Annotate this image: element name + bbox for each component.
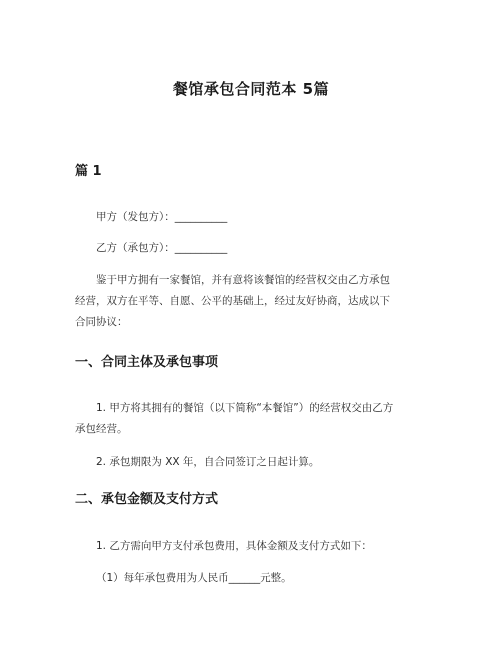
party-b-line: 乙方（承包方）：__________ (96, 242, 228, 254)
section-1-item-2: 2. 承包期限为 XX 年，自合同签订之日起计算。 (96, 456, 320, 468)
preamble-line-1: 鉴于甲方拥有一家餐馆，并有意将该餐馆的经营权交由乙方承包 (96, 274, 390, 286)
preamble-line-2: 经营，双方在平等、自愿、公平的基础上，经过友好协商，达成以下 (75, 295, 390, 307)
section-2-heading: 二、承包金额及支付方式 (75, 492, 219, 507)
section-2-item-1-sub-1: （1）每年承包费用为人民币______元整。 (96, 572, 292, 584)
document-title: 餐馆承包合同范本 5篇 (172, 80, 330, 98)
section-1-item-1-line-2: 承包经营。 (75, 423, 128, 435)
part-heading: 篇 1 (75, 164, 102, 179)
section-1-item-1-line-1: 1. 甲方将其拥有的餐馆（以下简称“本餐馆”）的经营权交由乙方 (96, 402, 394, 414)
party-a-line: 甲方（发包方）：__________ (96, 211, 228, 223)
preamble-line-3: 合同协议： (75, 316, 128, 328)
section-2-item-1: 1. 乙方需向甲方支付承包费用，具体金额及支付方式如下： (96, 540, 372, 552)
section-1-heading: 一、合同主体及承包事项 (75, 355, 219, 370)
